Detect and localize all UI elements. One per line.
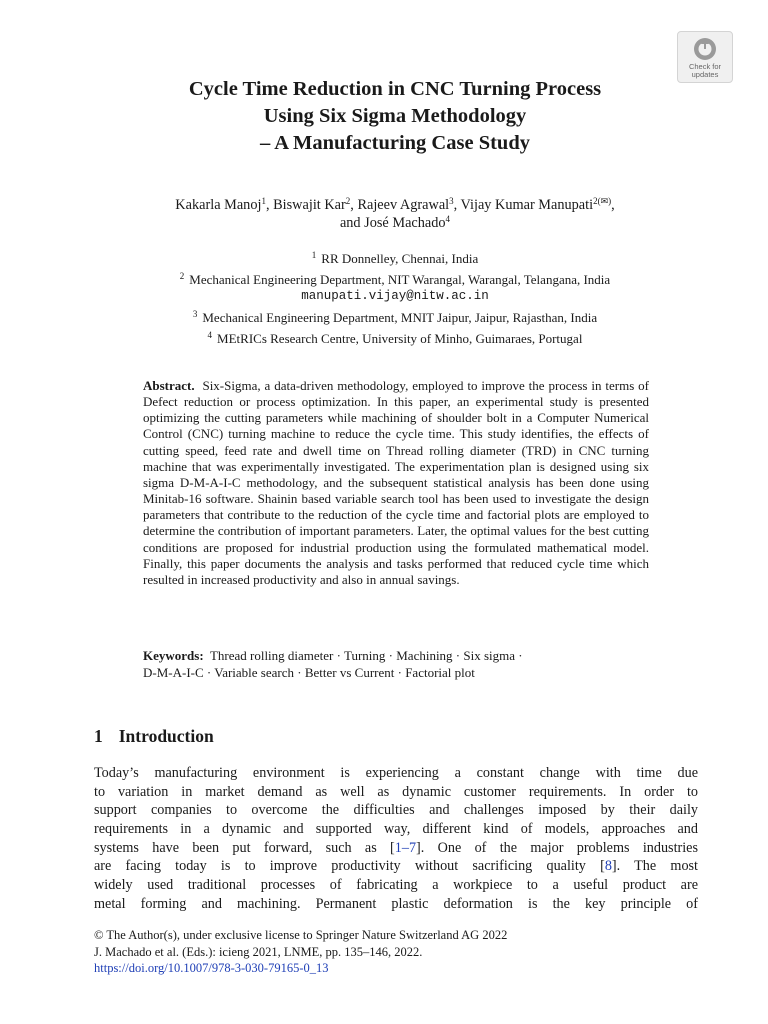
citation-link[interactable]: 1–7: [394, 839, 417, 856]
affiliation-text: Mechanical Engineering Department, MNIT Jaipur, Jaipur, Rajasthan, India: [202, 310, 598, 326]
badge-label-line1: Check for: [688, 62, 722, 71]
copyright-notice: © The Author(s), under exclusive license to Springer Nature Switzerland AG 2022: [94, 928, 508, 942]
intro-line: Today’s manufacturing environment is experiencing a constant change with time due: [94, 765, 698, 781]
citation-info: J. Machado et al. (Eds.): icieng 2021, LNME, pp. 135–146, 2022.: [94, 944, 423, 959]
author-list: Kakarla Manoj$^1$, Biswajit Kar$^2$, Rajeev Agrawal$^3$, Vijay Kumar Manupati$^{2(✉)}$, and José Machado$^4$: [175, 196, 615, 231]
affiliation-number: 3: [192, 309, 198, 320]
affiliation-item: [100, 268, 690, 289]
affiliation-item: [100, 247, 690, 268]
title-line-2: Using Six Sigma Methodology: [263, 105, 527, 127]
keywords-line-2: D-M-A-I-C · Variable search · Better vs Current · Factorial plot: [143, 664, 475, 680]
doi-link[interactable]: https://doi.org/10.1007/978-3-030-79165-0_13: [94, 961, 329, 975]
author-name: José Machado: [364, 215, 446, 231]
introduction-paragraph: [94, 764, 698, 914]
abstract-label: Abstract.: [143, 378, 195, 393]
author-affil-sup: 1: [261, 196, 266, 206]
intro-line: metal forming and machining. Permanent plastic deformation is the key principle of: [94, 895, 698, 912]
author-affil-sup: 4: [445, 214, 451, 224]
author-affil-sup: 3: [449, 196, 454, 206]
section-heading: [94, 725, 214, 747]
intro-line: [94, 857, 698, 876]
affiliation-text: Mechanical Engineering Department, NIT Warangal, Warangal, Telangana, India: [189, 271, 611, 287]
badge-label: [689, 63, 721, 79]
author-affil-sup: 2: [345, 196, 351, 206]
intro-text: ]. The most: [611, 858, 698, 875]
corresponding-email[interactable]: manupati.vijay@nitw.ac.in: [301, 289, 489, 304]
affiliation-number: 4: [207, 329, 213, 340]
intro-line: support companies to overcome the difficulties and challenges imposed by their daily: [94, 802, 698, 819]
author-affil-sup[interactable]: 2(✉): [593, 196, 612, 206]
check-updates-icon: [692, 36, 718, 62]
keywords: [143, 648, 649, 681]
author-name: Biswajit Kar: [273, 197, 346, 213]
abstract: [143, 378, 649, 588]
paper-title: [100, 76, 690, 157]
intro-line: [94, 839, 698, 858]
title-line-3: – A Manufacturing Case Study: [260, 132, 530, 154]
intro-text: ]. One of the major problems industries: [416, 839, 698, 856]
affiliation-item: [100, 306, 690, 327]
publication-footer: [94, 927, 698, 977]
affiliation-text: MEtRICs Research Centre, University of Minho, Guimaraes, Portugal: [217, 330, 583, 346]
keywords-line-1: Thread rolling diameter · Turning · Machining · Six sigma ·: [209, 648, 523, 663]
intro-text: systems have been put forward, such as [: [94, 839, 395, 856]
intro-line: to variation in market demand as well as dynamic customer requirements. In order to: [94, 783, 698, 800]
intro-text: are facing today is to improve productivity without sacrificing quality [: [94, 858, 605, 875]
author-name: Vijay Kumar Manupati: [460, 197, 594, 213]
keywords-label: Keywords:: [143, 648, 204, 663]
citation-link[interactable]: 8: [604, 858, 612, 875]
affiliation-text: RR Donnelley, Chennai, India: [321, 251, 479, 266]
affiliation-number: 2: [179, 270, 185, 281]
title-line-1: Cycle Time Reduction in CNC Turning Process: [188, 78, 602, 100]
author-name: Rajeev Agrawal: [357, 197, 450, 213]
intro-line: requirements in a dynamic and supported way, different kind of models, approaches and: [94, 821, 698, 838]
intro-line: widely used traditional processes of fabricating a workpiece to a useful product are: [94, 877, 698, 894]
author-name: Kakarla Manoj: [175, 197, 262, 213]
affiliation-list: [100, 247, 690, 348]
section-title: Introduction: [118, 726, 214, 746]
section-number: 1: [94, 726, 103, 746]
affiliation-item: [100, 327, 690, 348]
badge-label-line2: updates: [691, 70, 719, 79]
affiliation-number: 1: [311, 250, 317, 260]
abstract-text: Six-Sigma, a data-driven methodology, employed to improve the process in terms of Defect reduction or process optimization. In this paper, an experimental study is presented optimizing the cutting parameters while machining of shoulder bolt in a Computer Numerical Control (CNC) turning machine to reduce the cycle time. This study identifies, the effects of cutting speed, feed rate and dwell time on Thread rolling diameter (TRD) in CNC turning machine that was experimentally investigated. The experimentation plan is designed using six sigma D-M-A-I-C methodology, and the subsequent statistical analysis has been done using Minitab-16 software. Shainin based variable search tool has been used to investigate the design parameters that contribute to the reduction of the cycle time and factorial plots are employed to determine the contribution of important parameters. Later, the optimal values for the best cutting conditions are proposed for industrial production using the formulated mathematical model. Finally, this paper documents the analysis and tasks performed that reduced cycle time which resulted in increased productivity and also in annual savings.: [143, 378, 649, 587]
